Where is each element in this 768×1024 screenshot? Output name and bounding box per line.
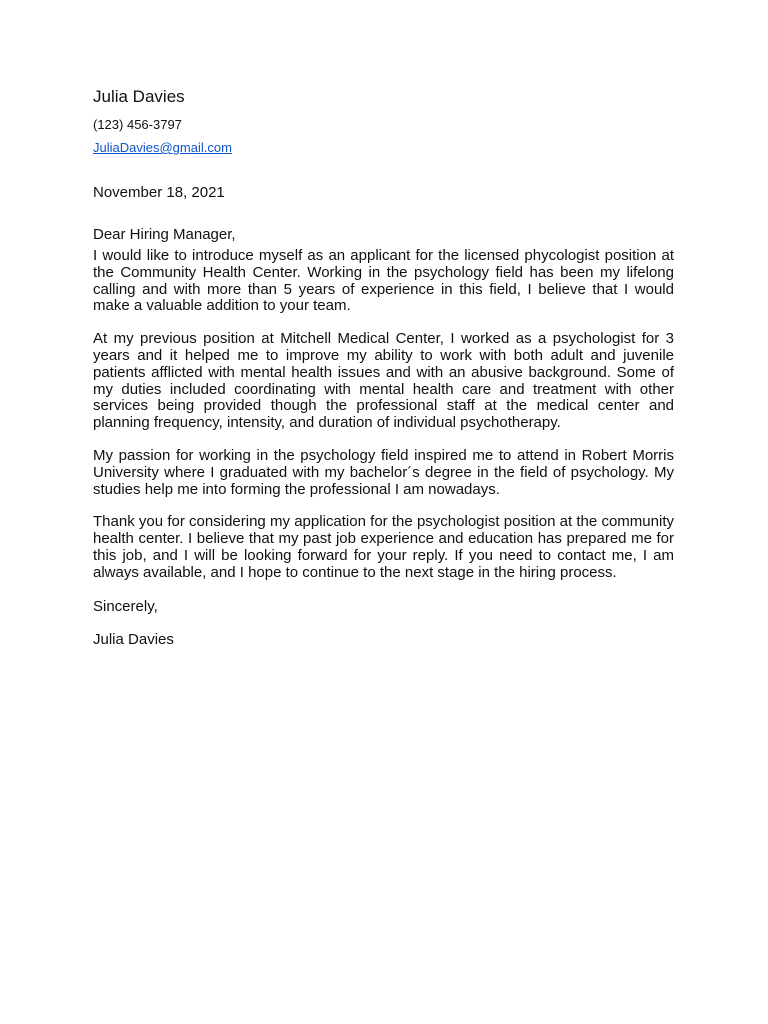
closing: Sincerely, (93, 597, 158, 615)
sender-email-link[interactable]: JuliaDavies@gmail.com (93, 140, 232, 155)
body-paragraph-3: My passion for working in the psychology field inspired me to attend in Robert Morris University where I graduated with my bachelor´s degree in the field of psychology. My studies help me into forming the professional I am nowadays. (93, 446, 674, 498)
body-paragraph-1: I would like to introduce myself as an applicant for the licensed phycologist position at the Community Health Center. Working in the psychology field has been my lifelong calling and with more than 5 years of experience in this field, I believe that I would make a valuable addition to your team. (93, 247, 674, 315)
sender-name: Julia Davies (93, 87, 185, 106)
letter-date: November 18, 2021 (93, 184, 225, 201)
body-paragraph-4: Thank you for considering my application for the psychologist position at the community health center. I believe that my past job experience and education has prepared me for this job, and I will be looking forward for your reply. If you need to contact me, I am always available, and I hope to continue to the next stage in the hiring process. (93, 513, 674, 581)
sender-phone: (123) 456-3797 (93, 117, 182, 132)
salutation: Dear Hiring Manager, (93, 226, 236, 243)
signature-name: Julia Davies (93, 630, 174, 648)
body-paragraph-2: At my previous position at Mitchell Medical Center, I worked as a psychologist for 3 years and it helped me to improve my ability to work with both adult and juvenile patients afflicted with mental health issues and with an abusive background. Some of my duties included coordinating with mental health care and treatment with other services being provided though the professional staff at the medical center and planning frequency, intensity, and duration of individual psychotherapy. (93, 330, 674, 432)
